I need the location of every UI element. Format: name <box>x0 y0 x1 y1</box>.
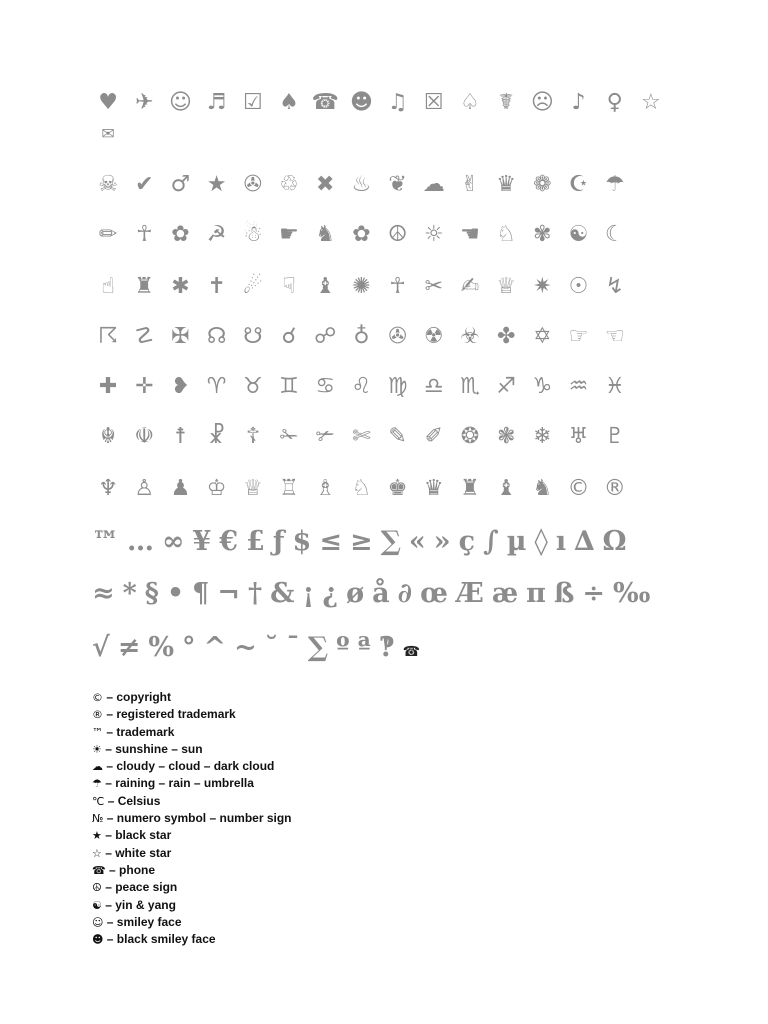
glyph-symbol: ♛ <box>496 172 517 197</box>
glyph-symbol: ✍ <box>460 274 480 299</box>
special-character: … <box>127 526 154 557</box>
glyph-symbol: ☾ <box>604 222 625 247</box>
glyph-symbol: ☥ <box>136 222 153 247</box>
glyph-symbol: ☂ <box>604 172 625 197</box>
legend-symbol-icon: № <box>92 812 104 826</box>
glyph-symbol: ❂ <box>460 424 480 449</box>
glyph-symbol: ♏ <box>460 374 480 399</box>
special-character: å <box>372 578 390 609</box>
special-character: ø <box>346 578 365 609</box>
glyph-symbol: ❁ <box>533 172 552 197</box>
legend-description: – smiley face <box>103 914 182 929</box>
glyph-symbol: ♅ <box>568 424 589 449</box>
glyph-symbol: ♟ <box>170 476 191 501</box>
special-character: ∞ <box>162 526 185 557</box>
legend-item <box>92 810 292 827</box>
special-character-row <box>92 634 420 661</box>
glyph-row <box>90 92 669 114</box>
glyph-symbol: ✷ <box>533 274 552 299</box>
glyph-symbol: ✔ <box>135 172 154 197</box>
glyph-symbol: ♉ <box>242 374 263 399</box>
glyph-symbol: ↯ <box>605 274 624 299</box>
glyph-symbol: ☌ <box>281 324 297 349</box>
glyph-symbol: ☁ <box>422 172 445 197</box>
glyph-row <box>90 276 633 298</box>
glyph-symbol: ✖ <box>316 172 335 197</box>
glyph-symbol: ♲ <box>279 172 299 197</box>
glyph-symbol: ♇ <box>604 424 625 449</box>
glyph-symbol: ❄ <box>533 424 552 449</box>
glyph-symbol: ☋ <box>243 324 263 349</box>
glyph-symbol: ✐ <box>424 424 443 449</box>
glyph-symbol: ♕ <box>242 476 263 501</box>
glyph-symbol: ☎ <box>311 90 339 115</box>
special-character: ß <box>553 578 575 609</box>
glyph-symbol: ☚ <box>460 222 480 247</box>
glyph-symbol: ☟ <box>282 274 296 299</box>
glyph-symbol: ☺ <box>169 90 192 115</box>
legend-symbol-icon: ☻ <box>92 933 104 947</box>
glyph-symbol: ♐ <box>496 374 517 399</box>
glyph-symbol: ♊ <box>279 374 299 399</box>
legend-item <box>92 914 292 931</box>
legend-symbol-icon: © <box>92 691 103 704</box>
glyph-symbol: ☒ <box>423 90 444 115</box>
glyph-symbol: ♙ <box>134 476 155 501</box>
special-character: ¯ <box>286 632 300 663</box>
glyph-symbol: ☪ <box>568 172 589 197</box>
special-character: ∑ <box>307 632 329 663</box>
glyph-symbol: ♞ <box>532 476 553 501</box>
glyph-symbol: ☃ <box>242 222 263 247</box>
special-character: £ <box>246 526 265 557</box>
glyph-symbol: ♂ <box>170 172 191 197</box>
legend-description: – copyright <box>103 690 172 704</box>
legend-description: – yin & yang <box>101 897 176 912</box>
legend-symbol-icon: ℃ <box>92 794 105 808</box>
legend-item <box>92 775 292 792</box>
glyph-symbol: ♓ <box>604 374 625 399</box>
special-character: € <box>219 526 239 557</box>
legend-description: – white star <box>101 845 172 860</box>
special-character: ƒ <box>272 526 285 557</box>
glyph-symbol: ☈ <box>98 324 118 349</box>
glyph-row <box>90 174 633 196</box>
glyph-symbol: ✁ <box>279 424 299 449</box>
glyph-symbol: ☍ <box>314 324 337 349</box>
glyph-symbol: ♎ <box>423 374 444 399</box>
glyph-symbol: ☧ <box>208 424 226 449</box>
special-character: µ <box>506 526 527 557</box>
glyph-symbol: ✿ <box>352 222 371 247</box>
legend-item <box>92 931 292 948</box>
legend-description: – raining – rain – umbrella <box>101 776 254 791</box>
legend-item <box>92 897 292 914</box>
special-character: • <box>166 578 185 609</box>
glyph-symbol: ☜ <box>604 324 625 349</box>
glyph-symbol: ✎ <box>388 424 407 449</box>
glyph-symbol: ☉ <box>568 274 589 299</box>
glyph-symbol: ☑ <box>242 90 263 115</box>
special-character: ¿ <box>322 578 339 609</box>
legend-item <box>92 706 292 723</box>
legend-description: – black star <box>101 828 172 843</box>
glyph-row <box>90 326 633 348</box>
glyph-symbol: ❦ <box>388 172 407 197</box>
glyph-symbol: ♫ <box>387 90 408 115</box>
glyph-symbol: ✚ <box>98 374 118 399</box>
special-character: ÷ <box>582 578 606 609</box>
special-character: ¶ <box>192 578 210 609</box>
glyph-symbol: ✏ <box>98 222 118 247</box>
special-character: ¡ <box>302 578 315 609</box>
legend-symbol-icon: ™ <box>92 725 103 739</box>
special-character-row <box>92 528 635 555</box>
glyph-symbol: ☫ <box>134 424 155 449</box>
glyph-row <box>90 126 126 142</box>
glyph-symbol: ★ <box>206 172 227 197</box>
glyph-symbol: ☻ <box>349 90 373 115</box>
glyph-symbol: ✤ <box>496 324 516 349</box>
glyph-row <box>90 478 633 500</box>
glyph-symbol: ♚ <box>387 476 408 501</box>
special-character: ¥ <box>192 526 212 557</box>
glyph-symbol: ☡ <box>134 324 155 349</box>
glyph-symbol: ♪ <box>571 90 586 115</box>
legend-item <box>92 862 292 879</box>
special-character: ˘ <box>264 632 279 663</box>
glyph-symbol: ♘ <box>351 476 372 501</box>
legend-symbol-icon: ★ <box>92 829 102 843</box>
glyph-symbol: ✿ <box>171 222 190 247</box>
glyph-symbol: ♝ <box>315 274 336 299</box>
legend-item <box>92 724 292 741</box>
glyph-symbol: ✄ <box>352 424 371 449</box>
glyph-symbol: ☊ <box>206 324 227 349</box>
special-character: ≠ <box>117 632 141 663</box>
glyph-symbol: ♞ <box>315 222 336 247</box>
glyph-row <box>90 426 633 448</box>
legend-symbol-icon: ☯ <box>92 898 102 912</box>
special-character: ‽ <box>378 632 395 663</box>
legend-description: – trademark <box>103 724 175 739</box>
legend-item <box>92 758 292 775</box>
legend-description: – cloudy – cloud – dark cloud <box>103 759 275 774</box>
glyph-symbol: ♒ <box>568 374 589 399</box>
glyph-symbol: ✛ <box>135 374 154 399</box>
glyph-symbol: ♜ <box>134 274 155 299</box>
special-character: æ <box>491 578 519 609</box>
special-character: ª <box>357 632 371 663</box>
glyph-symbol: ☣ <box>460 324 480 349</box>
glyph-symbol: ♔ <box>206 476 227 501</box>
special-character: º <box>336 632 350 663</box>
glyph-symbol: ♁ <box>353 324 370 349</box>
legend-item <box>92 827 292 844</box>
glyph-symbol: ☼ <box>423 222 444 247</box>
glyph-symbol: ♖ <box>279 476 299 501</box>
legend-symbol-icon: ☮ <box>92 881 102 895</box>
legend-description: – peace sign <box>101 880 178 895</box>
special-character: $ <box>292 526 312 557</box>
glyph-symbol: ✃ <box>316 424 335 449</box>
legend-symbol-icon: ☀ <box>92 742 102 756</box>
special-character: ¬ <box>217 578 240 609</box>
legend-symbol-icon: ☺ <box>92 915 104 929</box>
legend-item <box>92 689 292 706</box>
glyph-symbol: ❥ <box>171 374 190 399</box>
glyph-symbol: ♕ <box>496 274 517 299</box>
glyph-symbol: ☹ <box>530 90 554 115</box>
special-character: √ <box>92 632 110 663</box>
glyph-symbol: ☄ <box>242 274 263 299</box>
glyph-symbol: ♘ <box>496 222 517 247</box>
special-character: ı <box>555 526 567 557</box>
glyph-symbol: ♥ <box>98 90 118 115</box>
special-character: ~ <box>234 632 257 663</box>
glyph-symbol: ☛ <box>279 222 299 247</box>
special-character: * <box>122 578 137 609</box>
glyph-symbol: ✡ <box>533 324 552 349</box>
special-character: ≥ <box>349 526 373 557</box>
glyph-symbol: ✌ <box>460 172 480 197</box>
legend-symbol-icon: ☁ <box>92 760 103 774</box>
special-character: ç <box>458 526 476 557</box>
glyph-symbol: ☠ <box>98 172 118 197</box>
special-character: Ω <box>602 526 627 557</box>
glyph-symbol: ✇ <box>243 172 263 197</box>
glyph-symbol: ✇ <box>388 324 407 349</box>
glyph-symbol: ♛ <box>423 476 444 501</box>
glyph-symbol: ✈ <box>135 90 154 115</box>
glyph-symbol: ☮ <box>387 222 408 247</box>
glyph-symbol: ♤ <box>460 90 480 115</box>
legend-description: – numero symbol – number sign <box>103 811 292 826</box>
glyph-symbol: ☞ <box>568 324 589 349</box>
special-character: ∑ <box>380 526 401 557</box>
special-character: ‰ <box>613 578 651 609</box>
special-character: § <box>144 578 159 609</box>
glyph-symbol: ♨ <box>351 172 372 197</box>
glyph-symbol: ♝ <box>496 476 517 501</box>
glyph-symbol: ✾ <box>533 222 552 247</box>
special-character: & <box>270 578 295 609</box>
glyph-symbol: ✠ <box>171 324 190 349</box>
special-character: ≈ <box>92 578 115 609</box>
legend-item <box>92 879 292 896</box>
glyph-symbol: ☝ <box>101 274 115 299</box>
glyph-symbol: ♠ <box>279 90 299 115</box>
special-character: « <box>408 526 426 557</box>
special-character: ∂ <box>397 578 413 609</box>
legend-description: – black smiley face <box>103 932 216 947</box>
glyph-symbol: ☯ <box>568 222 589 247</box>
glyph-symbol: ® <box>603 476 626 501</box>
special-character: ◊ <box>534 526 548 557</box>
special-character: ™ <box>92 526 119 557</box>
glyph-symbol: ♈ <box>206 374 227 399</box>
symbol-legend-list <box>92 689 292 948</box>
glyph-symbol: ☢ <box>423 324 444 349</box>
glyph-symbol: ♑ <box>532 374 553 399</box>
legend-symbol-icon: ☎ <box>92 863 106 877</box>
legend-description: – sunshine – sun <box>101 741 203 756</box>
special-character: ° <box>182 632 196 663</box>
glyph-symbol: ♀ <box>606 90 623 115</box>
special-character: ∆ <box>574 526 595 557</box>
glyph-symbol: ♗ <box>315 476 336 501</box>
special-character: π <box>526 578 546 609</box>
glyph-symbol: ✝ <box>207 274 226 299</box>
special-character: % <box>148 632 175 663</box>
glyph-symbol: ☤ <box>498 90 514 115</box>
legend-item <box>92 845 292 862</box>
glyph-symbol: © <box>567 476 590 501</box>
glyph-symbol: ✉ <box>101 124 115 143</box>
legend-description: – Celsius <box>104 793 161 808</box>
glyph-symbol: ✂ <box>424 274 443 299</box>
glyph-symbol: ☆ <box>641 90 661 115</box>
glyph-symbol: ♆ <box>98 476 118 501</box>
glyph-symbol: ♜ <box>460 476 480 501</box>
glyph-symbol: ❃ <box>496 424 516 449</box>
glyph-row <box>90 224 633 246</box>
glyph-symbol: ♍ <box>387 374 408 399</box>
glyph-symbol: ✺ <box>352 274 371 299</box>
legend-item <box>92 741 292 758</box>
glyph-symbol: ☬ <box>100 424 116 449</box>
special-character: † <box>247 578 263 609</box>
legend-symbol-icon: ® <box>92 708 103 722</box>
glyph-symbol: ☨ <box>174 424 187 449</box>
legend-item <box>92 793 292 810</box>
phone-icon: ☎ <box>402 644 421 660</box>
glyph-symbol: ✱ <box>171 274 190 299</box>
legend-symbol-icon: ☂ <box>92 777 102 791</box>
glyph-symbol: ♌ <box>351 374 372 399</box>
legend-description: – phone <box>105 862 156 877</box>
glyph-symbol: ☥ <box>389 274 406 299</box>
special-character: ≤ <box>319 526 342 557</box>
glyph-symbol: ♬ <box>206 90 227 115</box>
special-character: ∫ <box>483 526 499 557</box>
glyph-symbol: ♋ <box>315 374 336 399</box>
special-character-row <box>92 580 658 607</box>
legend-symbol-icon: ☆ <box>92 846 102 860</box>
glyph-row <box>90 376 633 398</box>
special-character: » <box>433 526 451 557</box>
glyph-symbol: ☭ <box>206 222 227 247</box>
special-character: Æ <box>455 578 484 609</box>
legend-description: – registered trademark <box>103 707 236 722</box>
glyph-symbol: ☦ <box>245 424 260 449</box>
special-character: œ <box>420 578 448 609</box>
special-character: ^ <box>203 632 227 663</box>
